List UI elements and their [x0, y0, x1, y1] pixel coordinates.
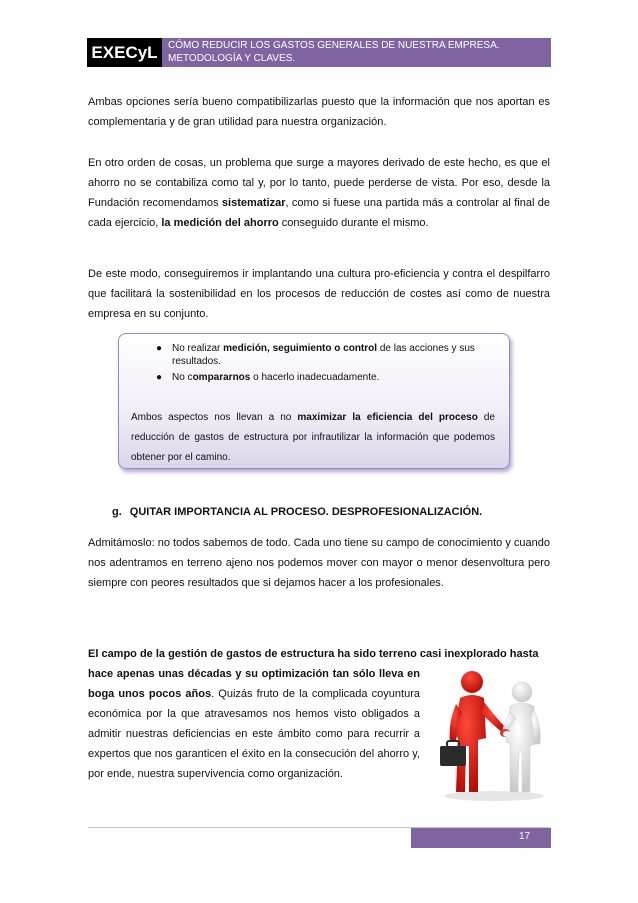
header-title-line1: CÓMO REDUCIR LOS GASTOS GENERALES DE NUESTRA EMPRESA. — [168, 40, 500, 51]
paragraph-1: Ambas opciones sería bueno compatibilizarlas puesto que la información que nos aportan es complementaria y de gran utilidad para nuestra organización. — [88, 96, 550, 128]
paragraph-2-bold-b: la medición del ahorro — [161, 217, 279, 229]
bullet-2-text-b: o hacerlo inadecuadamente. — [250, 372, 380, 383]
brand-logo: EXECyL — [87, 38, 162, 67]
paragraph-2-text-a: En otro orden de cosas, un problema que surge a mayores derivado de este hecho, es que el ahorro no se contabiliza como tal y, por lo tanto, puede perderse de vista. Por eso, desde la Fundación recomendamos — [88, 157, 550, 209]
paragraph-5-line-1: El campo de la gestión de gastos de estructura ha sido terreno casi inexplorado hasta — [88, 648, 539, 660]
bullet-2-text-a: No c — [172, 372, 193, 383]
paragraph-4: Admitámoslo: no todos sabemos de todo. Cada uno tiene su campo de conocimiento y cuando nos adentramos en terreno ajeno nos podemos mover con mayor o menor desenvoltura pero siempre con peores resultados que si dejamos hacer a los profesionales. — [88, 537, 550, 589]
section-g-letter: g. — [112, 506, 122, 518]
header-title — [168, 39, 500, 65]
paragraph-5-rest — [88, 664, 420, 784]
bullet-2-bold: ompararnos — [192, 372, 251, 383]
conclusion-text-b: de reducción de gastos de estructura por infrautilizar la información que podemos obtener por el camino. — [131, 412, 495, 463]
summary-bullet-1 — [156, 342, 496, 368]
section-g-title: QUITAR IMPORTANCIA AL PROCESO. DESPROFESIONALIZACIÓN. — [129, 506, 483, 518]
conclusion-text-a: Ambos aspectos nos llevan a no — [131, 412, 298, 423]
bullet-icon: ● — [156, 372, 163, 383]
summary-box — [118, 333, 510, 469]
conclusion-bold: maximizar la eficiencia del proceso — [297, 412, 478, 423]
paragraph-5-text: . Quizás fruto de la complicada coyuntura económica por la que atravesamos nos hemos visto obligados a admitir nuestras deficiencias en este ámbito como para recurrir a expertos que nos garanticen el éxito en la consecución del ahorro y, por ende, nuestra supervivencia como organización. — [88, 688, 420, 780]
summary-bullet-2 — [156, 371, 496, 384]
bullet-1-text-a: No realizar — [172, 343, 224, 354]
handshake-illustration — [438, 668, 550, 803]
bullet-1-text-b: de las acciones y sus resultados. — [172, 343, 475, 367]
paragraph-5-bold: hace apenas unas décadas y su optimización tan sólo lleva en boga unos pocos años — [88, 668, 420, 700]
paragraph-2-text-b: , como si fuese una partida más a controlar al final de cada ejercicio, — [88, 197, 550, 229]
bullet-icon: ● — [156, 343, 163, 354]
paragraph-3: De este modo, conseguiremos ir implantando una cultura pro-eficiencia y contra el despilfarro que facilitará la sostenibilidad en los procesos de reducción de costes así como de nuestra empresa en su conjunto. — [88, 268, 550, 320]
paragraph-2-bold-a: sistematizar — [221, 197, 286, 209]
page-number: 17 — [519, 831, 531, 842]
section-g-heading — [112, 506, 482, 518]
summary-conclusion — [131, 408, 495, 468]
paragraph-2 — [88, 153, 550, 233]
summary-bullet-list — [156, 342, 496, 387]
bullet-1-bold: medición, seguimiento o control — [223, 343, 378, 354]
paragraph-2-text-c: conseguido durante el mismo. — [278, 217, 429, 229]
header-title-line2: METODOLOGÍA Y CLAVES. — [168, 53, 296, 64]
